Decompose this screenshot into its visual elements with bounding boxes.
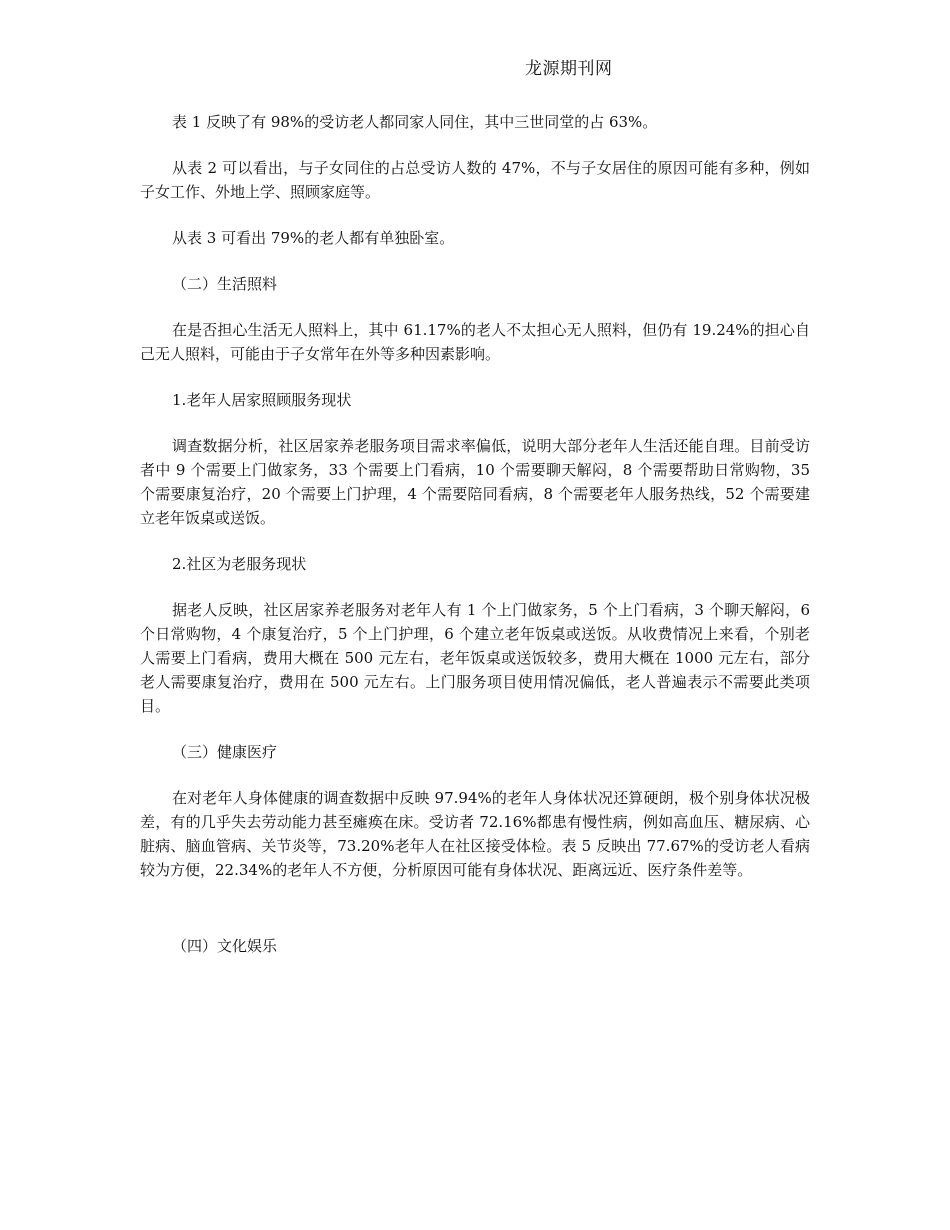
section-heading-life-care: （二）生活照料: [172, 275, 278, 293]
article-body: [140, 110, 810, 980]
paragraph-health: 在对老年人身体健康的调查数据中反映 97.94%的老年人身体状况还算硬朗，极个别身体状况极差，有的几乎失去劳动能力甚至瘫痪在床。受访者 72.16%都患有慢性病，例如高血压、糖尿病、心脏病、脑血管病、关节炎等，73.20%老年人在社区接受体检。表 5 反映出 77.67%的受访老人看病较为方便，22.34%的老年人不方便，分析原因可能有身体状况、距离远近、医疗条件差等。: [140, 789, 810, 879]
section-heading-culture: （四）文化娱乐: [172, 937, 278, 955]
subsection-heading-home-care: 1.老年人居家照顾服务现状: [172, 391, 352, 409]
paragraph-table3: 从表 3 可看出 79%的老人都有单独卧室。: [172, 229, 455, 247]
paragraph-table2: 从表 2 可以看出，与子女同住的占总受访人数的 47%，不与子女居住的原因可能有多种，例如子女工作、外地上学、照顾家庭等。: [140, 159, 810, 201]
subsection-heading-community-service: 2.社区为老服务现状: [172, 555, 307, 573]
site-header: 龙源期刊网: [525, 59, 613, 79]
paragraph-life-care: 在是否担心生活无人照料上，其中 61.17%的老人不太担心无人照料，但仍有 19.24%的担心自己无人照料，可能由于子女常年在外等多种因素影响。: [140, 321, 810, 363]
paragraph-table1: 表 1 反映了有 98%的受访老人都同家人同住，其中三世同堂的占 63%。: [172, 113, 658, 131]
paragraph-home-care: 调查数据分析，社区居家养老服务项目需求率偏低，说明大部分老年人生活还能自理。目前受访者中 9 个需要上门做家务，33 个需要上门看病，10 个需要聊天解闷，8 个需要帮助日常购物，35 个需要康复治疗，20 个需要上门护理，4 个需要陪同看病，8 个需要老年人服务热线，52 个需要建立老年饭桌或送饭。: [140, 437, 810, 527]
paragraph-community-service: 据老人反映，社区居家养老服务对老年人有 1 个上门做家务，5 个上门看病，3 个聊天解闷，6 个日常购物，4 个康复治疗，5 个上门护理，6 个建立老年饭桌或送饭。从收费情况上来看，个别老人需要上门看病，费用大概在 500 元左右，老年饭桌或送饭较多，费用大概在 1000 元左右，部分老人需要康复治疗，费用在 500 元左右。上门服务项目使用情况偏低，老人普遍表示不需要此类项目。: [140, 601, 810, 715]
section-heading-health: （三）健康医疗: [172, 743, 278, 761]
